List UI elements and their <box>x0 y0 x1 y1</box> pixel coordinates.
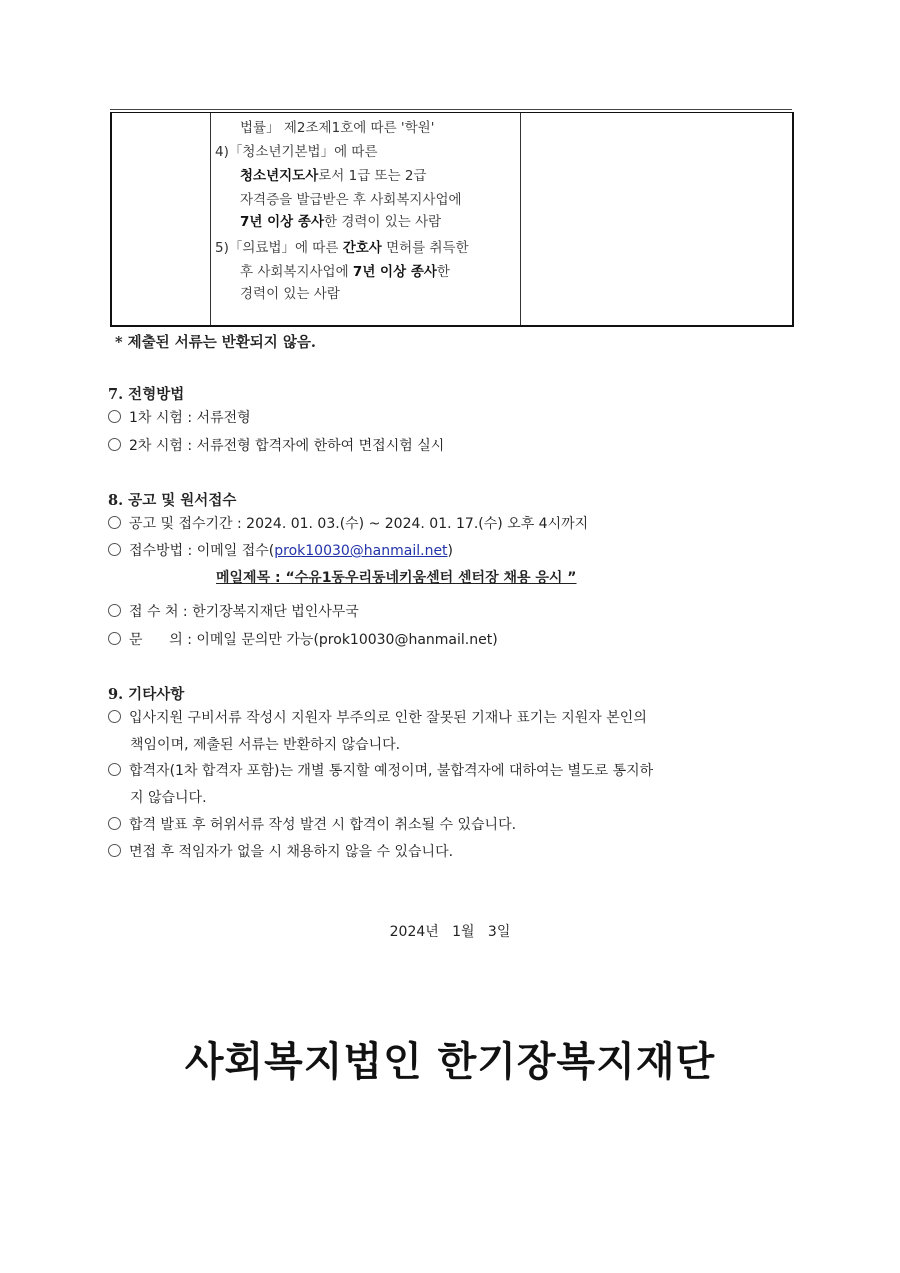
section7-heading: 7. 전형방법 <box>108 386 185 403</box>
table-line <box>215 236 469 256</box>
line-text: 후 사회복지사업에 <box>240 264 353 280</box>
circle-bullet-icon <box>108 410 121 423</box>
item-text: 공고 및 접수기간 : 2024. 01. 03.(수) ~ 2024. 01. 17.(수) 오후 4시까지 <box>129 516 589 532</box>
list-item <box>108 409 251 427</box>
list-item <box>108 542 453 560</box>
list-item <box>108 631 498 649</box>
qualification-table <box>110 112 794 327</box>
bold-text: 간호사 <box>342 240 382 256</box>
list-item <box>108 709 647 727</box>
line-text: 면허를 취득한 <box>381 240 469 256</box>
table-line <box>240 282 340 302</box>
list-item <box>108 816 516 834</box>
item-text: 접 수 처 : 한기장복지재단 법인사무국 <box>129 604 359 620</box>
note: * 제출된 서류는 반환되지 않음. <box>115 334 316 351</box>
line-text: 법률」 제2조제1호에 따른 '학원' <box>240 120 435 136</box>
table-line <box>240 210 441 230</box>
top-rule <box>110 109 792 110</box>
line-text: 한 경력이 있는 사람 <box>324 214 442 230</box>
bold-text: 7년 이상 종사 <box>240 214 324 230</box>
column-divider <box>520 113 521 325</box>
mail-subject: 메일제목 : “수유1동우리동네키움센터 센터장 채용 응시 ” <box>216 570 577 586</box>
bold-text: 청소년지도사 <box>240 168 319 184</box>
section9-heading: 9. 기타사항 <box>108 686 185 703</box>
circle-bullet-icon <box>108 817 121 830</box>
item-text: 면접 후 적임자가 없을 시 채용하지 않을 수 있습니다. <box>129 844 454 860</box>
list-item <box>108 843 453 861</box>
line-text: 4)「청소년기본법」에 따른 <box>215 144 378 160</box>
organization-name: 사회복지법인 한기장복지재단 <box>184 1039 716 1085</box>
document-date: 2024년 1월 3일 <box>389 924 511 940</box>
item-text: 입사지원 구비서류 작성시 지원자 부주의로 인한 잘못된 기재나 표기는 지원자 본인의 <box>129 710 647 726</box>
list-item <box>108 762 653 780</box>
circle-bullet-icon <box>108 543 121 556</box>
circle-bullet-icon <box>108 516 121 529</box>
column-divider <box>210 113 211 325</box>
circle-bullet-icon <box>108 710 121 723</box>
circle-bullet-icon <box>108 844 121 857</box>
table-line <box>240 116 434 136</box>
line-text: 자격증을 발급받은 후 사회복지사업에 <box>240 192 462 208</box>
item-text: 합격 발표 후 허위서류 작성 발견 시 합격이 취소될 수 있습니다. <box>129 817 517 833</box>
table-line <box>240 164 427 184</box>
item-text: 합격자(1차 합격자 포함)는 개별 통지할 예정이며, 불합격자에 대하여는 별도로 통지하 <box>129 763 654 779</box>
line-text: 로서 1급 또는 2급 <box>318 168 427 184</box>
item-text: 문 의 : 이메일 문의만 가능(prok10030@hanmail.net) <box>129 632 498 648</box>
section8-heading: 8. 공고 및 원서접수 <box>108 492 237 509</box>
item-continuation: 책임이며, 제출된 서류는 반환하지 않습니다. <box>130 737 401 753</box>
item-text: ) <box>447 543 454 559</box>
line-text: 한 <box>436 264 450 280</box>
item-text: 1차 시험 : 서류전형 <box>129 410 251 426</box>
list-item <box>108 603 359 621</box>
circle-bullet-icon <box>108 604 121 617</box>
bold-text: 7년 이상 종사 <box>352 264 437 280</box>
circle-bullet-icon <box>108 438 121 451</box>
line-text: 5)「의료법」에 따른 <box>215 240 343 256</box>
item-continuation: 지 않습니다. <box>130 790 207 806</box>
email-link[interactable]: prok10030@hanmail.net <box>274 543 448 559</box>
item-text: 2차 시험 : 서류전형 합격자에 한하여 면접시험 실시 <box>129 438 445 454</box>
list-item <box>108 515 588 533</box>
table-line <box>240 188 462 208</box>
line-text: 경력이 있는 사람 <box>240 286 340 302</box>
item-text: 접수방법 : 이메일 접수( <box>129 543 275 559</box>
circle-bullet-icon <box>108 632 121 645</box>
table-line <box>240 260 450 280</box>
circle-bullet-icon <box>108 763 121 776</box>
table-line <box>215 140 378 160</box>
list-item <box>108 437 444 455</box>
